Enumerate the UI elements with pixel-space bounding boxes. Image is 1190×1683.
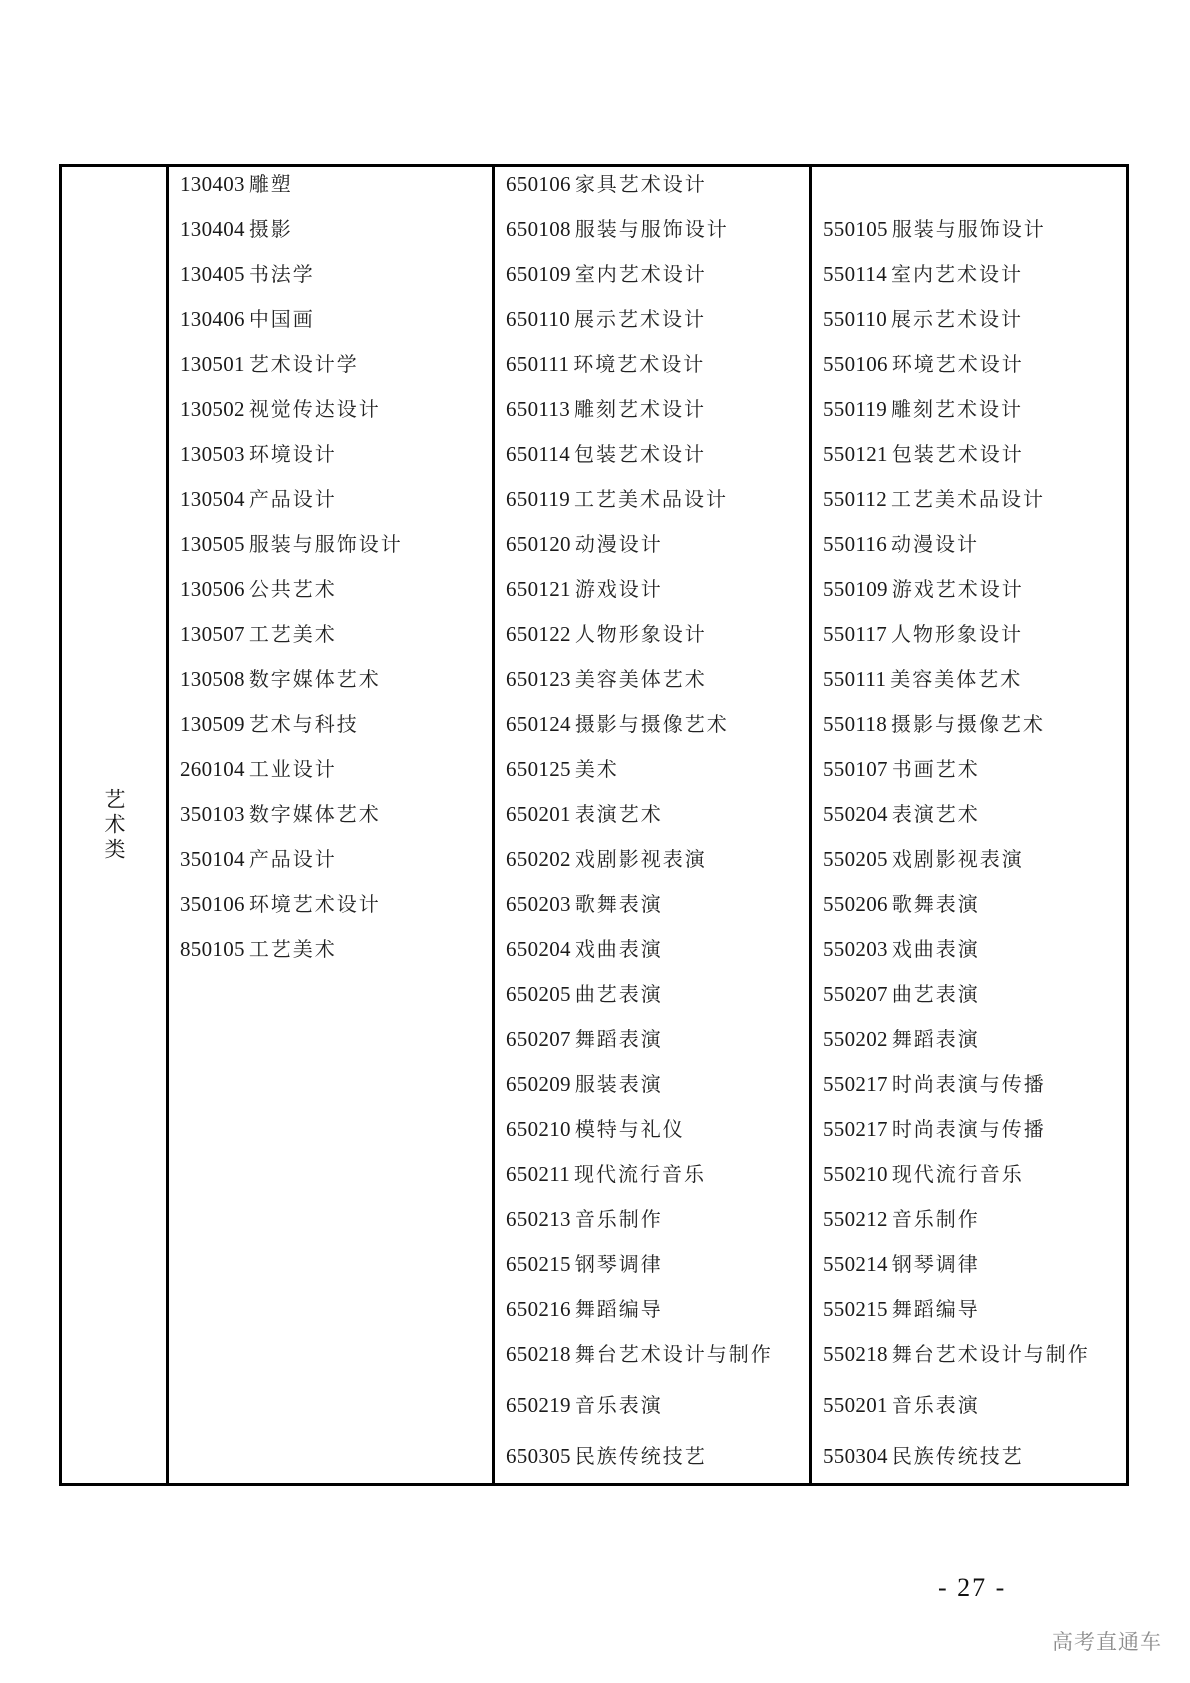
list-item — [506, 1115, 685, 1143]
major-code: 550304 — [823, 1444, 888, 1468]
list-item — [823, 1160, 1024, 1188]
list-item — [506, 440, 706, 468]
list-item — [823, 530, 979, 558]
list-item — [823, 1340, 1090, 1368]
major-name: 服装与服饰设计 — [574, 217, 729, 241]
list-item — [180, 305, 315, 333]
list-item — [180, 395, 381, 423]
major-code: 550106 — [823, 352, 888, 376]
major-name: 摄影与摄像艺术 — [891, 712, 1046, 736]
major-code: 550217 — [823, 1117, 888, 1141]
list-item — [506, 1070, 663, 1098]
major-code: 550119 — [823, 397, 888, 421]
list-item — [823, 485, 1045, 513]
major-name: 舞台艺术设计与制作 — [891, 1342, 1090, 1366]
list-item — [180, 755, 337, 783]
major-name: 曲艺表演 — [891, 982, 980, 1006]
major-code: 650123 — [506, 667, 571, 691]
major-code: 550215 — [823, 1297, 888, 1321]
major-code: 550210 — [823, 1162, 888, 1186]
major-name: 展示艺术设计 — [891, 307, 1024, 331]
list-item — [506, 935, 663, 963]
list-item — [506, 170, 707, 198]
major-name: 书画艺术 — [891, 757, 980, 781]
major-name: 时尚表演与传播 — [891, 1072, 1046, 1096]
major-name: 人物形象设计 — [891, 622, 1024, 646]
list-item — [823, 620, 1023, 648]
major-code: 650119 — [506, 487, 571, 511]
list-item — [823, 890, 980, 918]
major-code: 550212 — [823, 1207, 888, 1231]
major-code: 130505 — [180, 532, 245, 556]
major-code: 550206 — [823, 892, 888, 916]
list-item — [506, 665, 707, 693]
list-item — [506, 845, 707, 873]
major-name: 舞蹈表演 — [891, 1027, 980, 1051]
list-item — [506, 215, 729, 243]
list-item — [506, 575, 663, 603]
major-code: 130507 — [180, 622, 245, 646]
list-item — [823, 710, 1045, 738]
major-code: 650218 — [506, 1342, 571, 1366]
major-code: 650207 — [506, 1027, 571, 1051]
list-item — [823, 440, 1024, 468]
major-name: 舞台艺术设计与制作 — [574, 1342, 773, 1366]
list-item — [180, 800, 381, 828]
major-name: 戏剧影视表演 — [574, 847, 707, 871]
major-name: 歌舞表演 — [574, 892, 663, 916]
major-name: 音乐表演 — [574, 1393, 663, 1417]
major-name: 戏曲表演 — [574, 937, 663, 961]
list-item — [823, 305, 1023, 333]
major-name: 戏剧影视表演 — [891, 847, 1024, 871]
list-item — [506, 305, 706, 333]
list-item — [823, 1250, 980, 1278]
majors-table — [59, 164, 1129, 1486]
list-item — [180, 260, 315, 288]
major-code: 650124 — [506, 712, 571, 736]
major-name: 美容美体艺术 — [574, 667, 707, 691]
major-code: 650211 — [506, 1162, 571, 1186]
list-item — [506, 530, 663, 558]
major-code: 130504 — [180, 487, 245, 511]
column-divider — [492, 167, 495, 1483]
list-item — [506, 890, 663, 918]
major-code: 550218 — [823, 1342, 888, 1366]
major-name: 钢琴调律 — [574, 1252, 663, 1276]
major-code: 550205 — [823, 847, 888, 871]
major-code: 650203 — [506, 892, 571, 916]
list-item — [180, 215, 293, 243]
list-item — [506, 1025, 663, 1053]
major-name: 现代流行音乐 — [891, 1162, 1024, 1186]
major-name: 动漫设计 — [891, 532, 980, 556]
major-code: 550202 — [823, 1027, 888, 1051]
major-code: 650114 — [506, 442, 571, 466]
major-name: 展示艺术设计 — [574, 307, 707, 331]
major-code: 650106 — [506, 172, 571, 196]
list-item — [506, 1442, 707, 1470]
major-code: 550111 — [823, 667, 887, 691]
major-name: 舞蹈表演 — [574, 1027, 663, 1051]
major-code: 650205 — [506, 982, 571, 1006]
major-name: 包装艺术设计 — [891, 442, 1024, 466]
list-item — [823, 350, 1024, 378]
major-name: 环境艺术设计 — [891, 352, 1024, 376]
list-item — [180, 665, 381, 693]
major-name: 服装与服饰设计 — [891, 217, 1046, 241]
major-name: 雕刻艺术设计 — [891, 397, 1024, 421]
major-code: 130508 — [180, 667, 245, 691]
major-code: 550118 — [823, 712, 888, 736]
major-name: 表演艺术 — [891, 802, 980, 826]
major-code: 550112 — [823, 487, 888, 511]
major-name: 歌舞表演 — [891, 892, 980, 916]
major-name: 雕刻艺术设计 — [574, 397, 707, 421]
major-name: 游戏设计 — [574, 577, 663, 601]
list-item — [506, 1160, 706, 1188]
list-item — [823, 980, 980, 1008]
list-item — [506, 755, 619, 783]
major-name: 动漫设计 — [574, 532, 663, 556]
major-code: 550204 — [823, 802, 888, 826]
major-name: 产品设计 — [248, 487, 337, 511]
major-code: 550207 — [823, 982, 888, 1006]
list-item — [180, 170, 293, 198]
list-item — [180, 935, 337, 963]
major-code: 550203 — [823, 937, 888, 961]
major-name: 游戏艺术设计 — [891, 577, 1024, 601]
major-name: 环境设计 — [248, 442, 337, 466]
major-name: 工艺美术品设计 — [574, 487, 729, 511]
major-name: 音乐制作 — [891, 1207, 980, 1231]
major-code: 650120 — [506, 532, 571, 556]
major-name: 钢琴调律 — [891, 1252, 980, 1276]
list-item — [506, 710, 729, 738]
list-item — [180, 620, 337, 648]
list-item — [823, 575, 1024, 603]
column-divider — [809, 167, 812, 1483]
list-item — [180, 350, 359, 378]
list-item — [506, 260, 707, 288]
major-name: 艺术与科技 — [248, 712, 359, 736]
major-name: 美容美体艺术 — [890, 667, 1023, 691]
major-code: 650204 — [506, 937, 571, 961]
list-item — [506, 1205, 663, 1233]
list-item — [506, 350, 705, 378]
major-name: 环境艺术设计 — [248, 892, 381, 916]
major-code: 650122 — [506, 622, 571, 646]
list-item — [823, 1442, 1024, 1470]
major-code: 550110 — [823, 307, 888, 331]
list-item — [823, 1115, 1046, 1143]
major-code: 650210 — [506, 1117, 571, 1141]
major-code: 550105 — [823, 217, 888, 241]
list-item — [506, 980, 663, 1008]
list-item — [506, 485, 728, 513]
major-code: 260104 — [180, 757, 245, 781]
major-name: 民族传统技艺 — [574, 1444, 707, 1468]
major-code: 650108 — [506, 217, 571, 241]
major-name: 舞蹈编导 — [891, 1297, 980, 1321]
major-code: 550114 — [823, 262, 888, 286]
list-item — [180, 845, 337, 873]
list-item — [823, 755, 980, 783]
major-code: 550116 — [823, 532, 888, 556]
major-name: 人物形象设计 — [574, 622, 707, 646]
major-code: 650209 — [506, 1072, 571, 1096]
major-name: 音乐制作 — [574, 1207, 663, 1231]
list-item — [506, 800, 663, 828]
list-item — [180, 890, 381, 918]
major-name: 工艺美术 — [248, 622, 337, 646]
list-item — [823, 170, 827, 198]
major-name: 雕塑 — [248, 172, 293, 196]
major-code: 350104 — [180, 847, 245, 871]
major-code: 130503 — [180, 442, 245, 466]
major-name: 舞蹈编导 — [574, 1297, 663, 1321]
major-name: 民族传统技艺 — [891, 1444, 1024, 1468]
watermark: 高考直通车 — [1052, 1630, 1162, 1654]
major-name: 美术 — [574, 757, 619, 781]
major-code: 550109 — [823, 577, 888, 601]
major-code: 650305 — [506, 1444, 571, 1468]
major-name: 戏曲表演 — [891, 937, 980, 961]
major-name: 摄影与摄像艺术 — [574, 712, 729, 736]
major-code: 550217 — [823, 1072, 888, 1096]
major-code: 650121 — [506, 577, 571, 601]
major-code: 650216 — [506, 1297, 571, 1321]
list-item — [180, 440, 337, 468]
major-name: 视觉传达设计 — [248, 397, 381, 421]
list-item — [180, 710, 359, 738]
page-number: - 27 - — [938, 1573, 1007, 1602]
major-code: 550214 — [823, 1252, 888, 1276]
major-code: 650109 — [506, 262, 571, 286]
major-code: 550121 — [823, 442, 888, 466]
major-code: 650219 — [506, 1393, 571, 1417]
major-name: 服装表演 — [574, 1072, 663, 1096]
major-name: 数字媒体艺术 — [248, 667, 381, 691]
major-code: 130509 — [180, 712, 245, 736]
major-name: 中国画 — [248, 307, 315, 331]
list-item — [180, 485, 337, 513]
list-item — [823, 1205, 980, 1233]
list-item — [506, 1340, 773, 1368]
major-code: 550107 — [823, 757, 888, 781]
major-code: 130506 — [180, 577, 245, 601]
list-item — [180, 530, 403, 558]
list-item — [823, 215, 1046, 243]
major-code: 130404 — [180, 217, 245, 241]
major-name: 音乐表演 — [891, 1393, 980, 1417]
major-name: 室内艺术设计 — [891, 262, 1024, 286]
major-name: 室内艺术设计 — [574, 262, 707, 286]
major-name: 工业设计 — [248, 757, 337, 781]
major-code: 650113 — [506, 397, 571, 421]
major-name: 曲艺表演 — [574, 982, 663, 1006]
list-item — [823, 1025, 980, 1053]
major-name: 公共艺术 — [248, 577, 337, 601]
major-name: 摄影 — [248, 217, 293, 241]
major-name: 时尚表演与传播 — [891, 1117, 1046, 1141]
category-cell — [62, 167, 166, 1483]
major-name: 表演艺术 — [574, 802, 663, 826]
list-item — [823, 395, 1023, 423]
major-name: 服装与服饰设计 — [248, 532, 403, 556]
list-item — [506, 395, 706, 423]
list-item — [823, 1295, 980, 1323]
major-code: 130502 — [180, 397, 245, 421]
list-item — [823, 1070, 1046, 1098]
major-code: 130403 — [180, 172, 245, 196]
major-code: 850105 — [180, 937, 245, 961]
major-code: 350106 — [180, 892, 245, 916]
list-item — [180, 575, 337, 603]
major-code: 130405 — [180, 262, 245, 286]
major-name: 数字媒体艺术 — [248, 802, 381, 826]
major-code: 650125 — [506, 757, 571, 781]
major-name: 环境艺术设计 — [573, 352, 706, 376]
major-code: 650202 — [506, 847, 571, 871]
list-item — [823, 1391, 980, 1419]
major-code: 650213 — [506, 1207, 571, 1231]
list-item — [823, 665, 1022, 693]
major-code: 650215 — [506, 1252, 571, 1276]
major-name: 包装艺术设计 — [574, 442, 707, 466]
column-divider — [166, 167, 169, 1483]
list-item — [823, 260, 1023, 288]
list-item — [506, 1295, 663, 1323]
list-item — [823, 935, 980, 963]
list-item — [506, 1250, 663, 1278]
major-code: 350103 — [180, 802, 245, 826]
major-code: 650201 — [506, 802, 571, 826]
list-item — [506, 1391, 663, 1419]
major-name: 工艺美术品设计 — [891, 487, 1046, 511]
major-code: 650111 — [506, 352, 570, 376]
major-code: 130406 — [180, 307, 245, 331]
major-name: 现代流行音乐 — [574, 1162, 707, 1186]
list-item — [823, 800, 980, 828]
major-name: 艺术设计学 — [248, 352, 359, 376]
major-name: 工艺美术 — [248, 937, 337, 961]
list-item — [823, 845, 1024, 873]
major-code: 550117 — [823, 622, 888, 646]
major-name: 书法学 — [248, 262, 315, 286]
major-code: 550201 — [823, 1393, 888, 1417]
major-code: 650110 — [506, 307, 571, 331]
major-name: 模特与礼仪 — [574, 1117, 685, 1141]
list-item — [506, 620, 707, 648]
major-code: 130501 — [180, 352, 245, 376]
major-name: 产品设计 — [248, 847, 337, 871]
category-label: 艺术类 — [102, 787, 126, 863]
major-name: 家具艺术设计 — [574, 172, 707, 196]
